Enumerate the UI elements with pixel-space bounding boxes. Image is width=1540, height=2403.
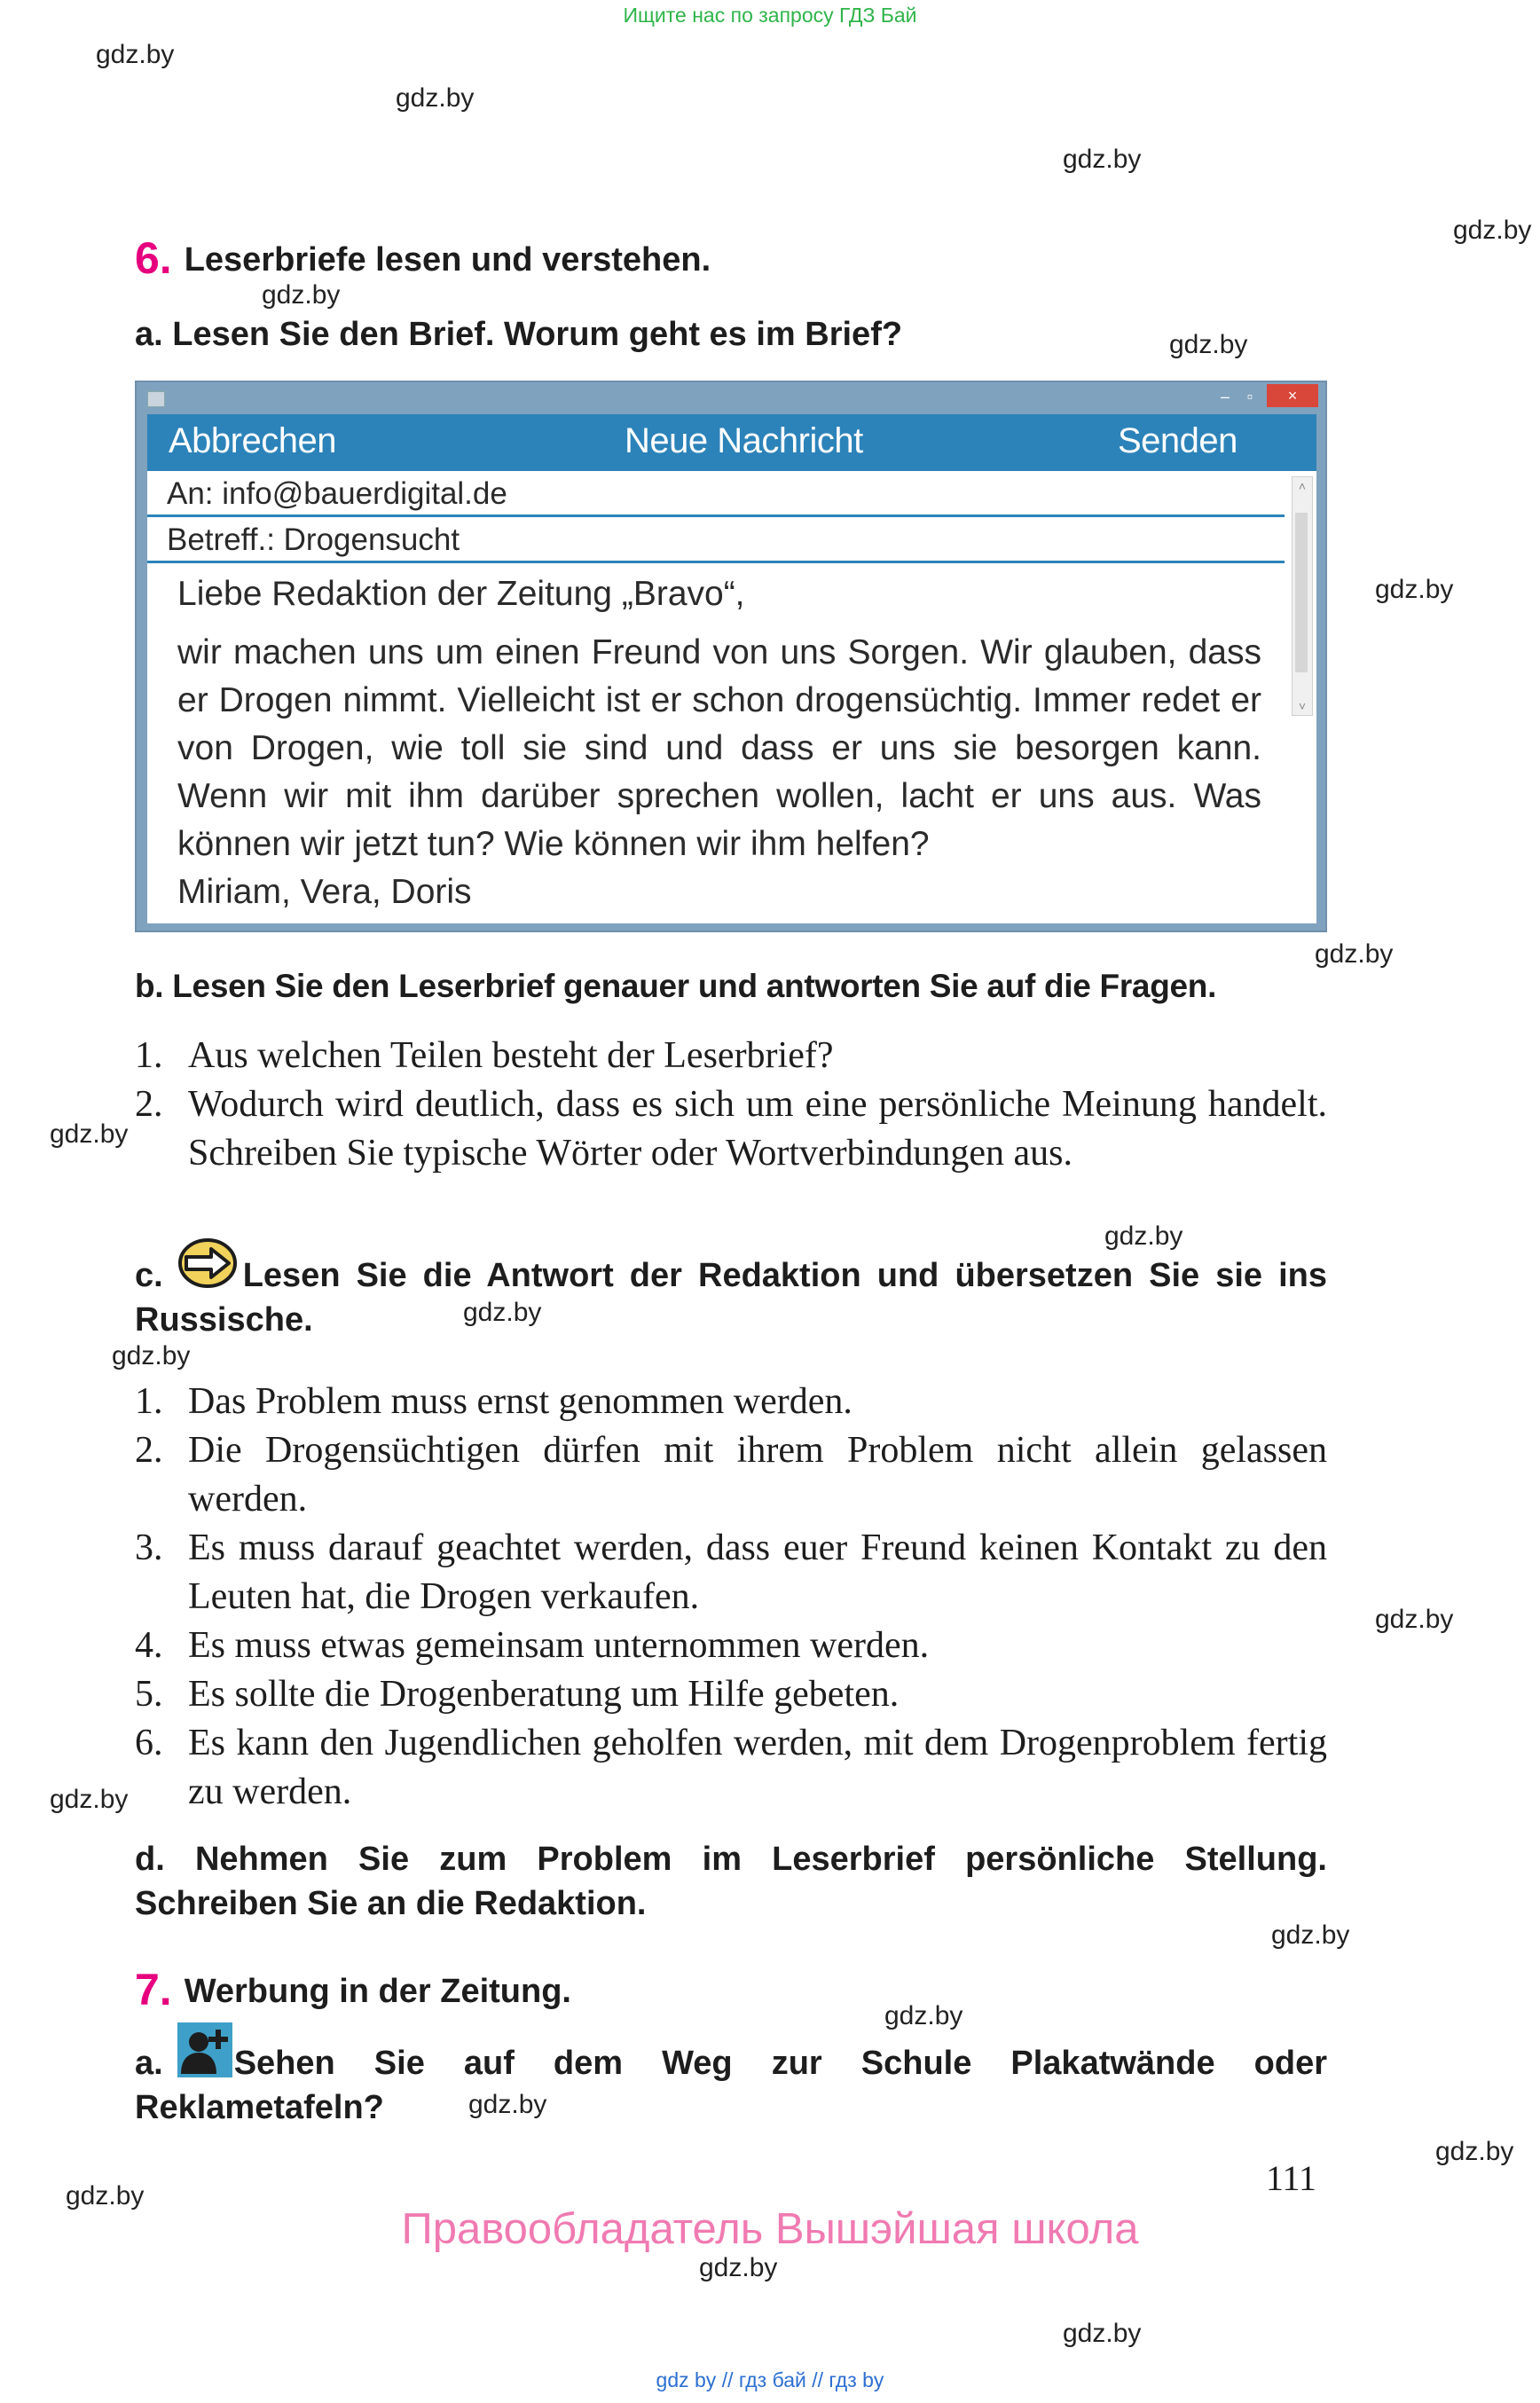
minimize-icon[interactable]: –: [1220, 388, 1230, 405]
watermark: gdz.by: [96, 40, 175, 69]
section-title: Leserbriefe lesen und verstehen.: [184, 241, 711, 279]
to-field-value: An: info@bauerdigital.de: [167, 476, 507, 511]
task-6a: a. Lesen Sie den Brief. Worum geht es im Brief?: [135, 316, 903, 353]
list-item: 1. Das Problem muss ernst genommen werden.: [135, 1381, 852, 1422]
subject-field-value: Betreff.: Drogensucht: [167, 522, 460, 557]
watermark: gdz.by: [1375, 1605, 1454, 1634]
message-title: Neue Nachricht: [625, 421, 863, 460]
task-7a: [135, 2041, 1327, 2130]
task-6c-text: Lesen Sie die Antwort der Redaktion und übersetzen Sie sie ins Russische.: [135, 1257, 1327, 1339]
scrollbar[interactable]: [1292, 476, 1313, 716]
watermark: gdz.by: [1104, 1221, 1183, 1251]
section-number: 6.: [135, 233, 172, 283]
list-item: 5. Es sollte die Drogenberatung um Hilfe gebeten.: [135, 1674, 900, 1715]
watermark: gdz.by: [1315, 939, 1394, 969]
subject-field[interactable]: [147, 517, 1285, 563]
scroll-down-icon[interactable]: ˅: [1298, 699, 1307, 713]
watermark: gdz.by: [463, 1298, 542, 1327]
watermark: gdz.by: [1063, 2319, 1142, 2348]
copyright-owner: Правообладатель Вышэйшая школа: [401, 2205, 1139, 2253]
watermark: gdz.by: [1375, 575, 1454, 604]
watermark: gdz.by: [396, 83, 475, 113]
scrollbar-thumb[interactable]: [1295, 513, 1308, 672]
to-field[interactable]: [147, 471, 1285, 517]
email-body: [147, 471, 1316, 923]
send-button[interactable]: Senden: [1118, 421, 1238, 460]
task-7a-text: Sehen Sie auf dem Weg zur Schule Plakatwände oder Reklametafeln?: [135, 2045, 1327, 2126]
sentences-c-list: [135, 1378, 1327, 1817]
watermark: gdz.by: [884, 2001, 963, 2030]
scroll-up-icon[interactable]: ˄: [1298, 479, 1307, 493]
task-7a-prefix: a.: [135, 2045, 163, 2082]
watermark: gdz.by: [1169, 330, 1248, 359]
window-titlebar: [137, 382, 1325, 414]
task-6d: d. Nehmen Sie zum Problem im Leserbrief persönliche Stellung. Schreiben Sie an die Redaktion.: [135, 1841, 1327, 1922]
watermark: gdz.by: [50, 1785, 129, 1814]
section-7-heading: [135, 1964, 571, 2015]
list-item: 2. Wodurch wird deutlich, dass es sich um eine persönliche Meinung handelt. Schreiben Sie typische Wörter oder Wortverbindungen aus.: [135, 1084, 1327, 1174]
letter-signature: Miriam, Vera, Doris: [177, 873, 472, 911]
questions-b-list: [135, 1032, 1327, 1178]
watermark: gdz.by: [112, 1341, 191, 1370]
list-item: 3. Es muss darauf geachtet werden, dass euer Freund keinen Kontakt zu den Leuten hat, die Drogen verkaufen.: [135, 1527, 1327, 1617]
email-header: [147, 414, 1316, 471]
letter-text[interactable]: [177, 570, 1261, 916]
list-item: 6. Es kann den Jugendlichen geholfen werden, mit dem Drogenproblem fertig zu werden.: [135, 1723, 1327, 1812]
maximize-icon[interactable]: ▫: [1246, 388, 1253, 405]
section-6-heading: [135, 232, 711, 284]
watermark: gdz.by: [66, 2181, 145, 2211]
section-title: Werbung in der Zeitung.: [184, 1973, 571, 2010]
watermark: gdz.by: [262, 280, 341, 310]
app-icon: [147, 391, 165, 407]
bottom-banner[interactable]: gdz by // гдз бай // гдз by: [656, 2368, 884, 2391]
section-number: 7.: [135, 1965, 172, 2014]
watermark: gdz.by: [1063, 145, 1142, 174]
email-window: [135, 381, 1327, 932]
task-6c-prefix: c.: [135, 1257, 163, 1294]
close-icon[interactable]: ×: [1267, 384, 1318, 407]
watermark: gdz.by: [1271, 1920, 1350, 1950]
watermark: gdz.by: [699, 2253, 778, 2282]
page-number: 111: [1266, 2158, 1317, 2198]
watermark: gdz.by: [1435, 2137, 1514, 2166]
watermark: gdz.by: [468, 2090, 547, 2119]
letter-body: wir machen uns um einen Freund von uns Sorgen. Wir glauben, dass er Drogen nimmt. Vielleicht ist er schon drogensüchtig. Immer redet er von Drogen, wie toll sie sind und dass er uns sie besorgen kann. Wenn wir mit ihm darüber sprechen wollen, lacht er uns aus. Was können wir jetzt tun? Wie können wir ihm helfen?: [177, 633, 1261, 863]
task-6c: [135, 1253, 1327, 1342]
task-6b: b. Lesen Sie den Leserbrief genauer und antworten Sie auf die Fragen.: [135, 968, 1217, 1004]
list-item: 1. Aus welchen Teilen besteht der Leserbrief?: [135, 1035, 834, 1076]
watermark: gdz.by: [50, 1119, 129, 1149]
watermark: gdz.by: [1453, 216, 1532, 245]
top-banner[interactable]: Ищите нас по запросу ГДЗ Бай: [623, 4, 917, 27]
cancel-button[interactable]: Abbrechen: [169, 421, 336, 460]
list-item: 4. Es muss etwas gemeinsam unternommen werden.: [135, 1625, 930, 1666]
letter-greeting: Liebe Redaktion der Zeitung „Bravo“,: [177, 575, 745, 613]
list-item: 2. Die Drogensüchtigen dürfen mit ihrem Problem nicht allein gelassen werden.: [135, 1430, 1327, 1520]
